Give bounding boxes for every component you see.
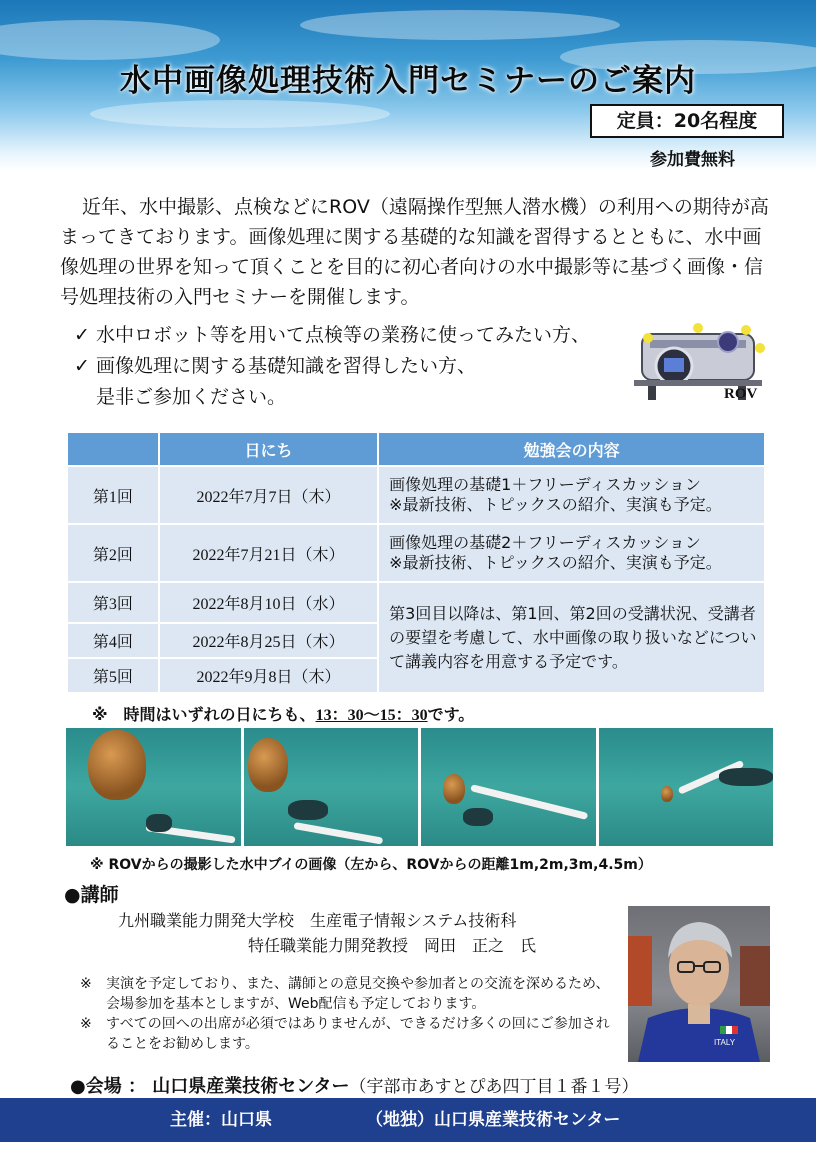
asterisk-mark: ※	[80, 1016, 92, 1032]
note-text: 実演を予定しており、また、講師との意見交換や参加者との交流を深めるため、会場参加を基本としますが、Web配信も予定しております。	[106, 976, 610, 1012]
session-date: 2022年7月7日（木）	[160, 467, 377, 523]
buoy-photo-2m	[244, 728, 419, 846]
intro-paragraph	[60, 192, 780, 312]
organizer-footer	[0, 1098, 816, 1142]
time-note-prefix: ※ 時間はいずれの日にちも、	[92, 705, 316, 724]
target-item	[74, 320, 590, 351]
lecturer-portrait-drawing	[628, 906, 770, 1062]
col-header-date: 日にち	[160, 433, 377, 465]
rov-label: ROV	[724, 386, 758, 402]
table-header-row	[68, 433, 764, 465]
diver	[146, 814, 172, 832]
fee-note: 参加費無料	[650, 150, 735, 170]
session-content	[379, 525, 764, 581]
check-icon: ✓	[74, 324, 90, 346]
content-main: 画像処理の基礎1＋フリーディスカッション	[389, 475, 701, 494]
session-num: 第4回	[68, 624, 158, 657]
content-main: 画像処理の基礎2＋フリーディスカッション	[389, 533, 701, 552]
session-content	[379, 467, 764, 523]
session-date: 2022年7月21日（木）	[160, 525, 377, 581]
organizer: 主催：山口県	[170, 1110, 272, 1130]
lecturer-heading: ●講師	[64, 884, 119, 906]
venue	[70, 1072, 639, 1098]
content-sub: ※最新技術、トピックスの紹介、実演も予定。	[389, 495, 722, 514]
diver	[719, 768, 773, 786]
schedule-table	[66, 431, 766, 694]
lecturer-affiliation: 九州職業能力開発大学校 生産電子情報システム技術科	[118, 911, 517, 930]
target-closing: 是非ご参加ください。	[96, 386, 287, 408]
lecturer-info	[118, 908, 536, 958]
session-num: 第5回	[68, 659, 158, 692]
diver	[288, 800, 328, 820]
buoy-photo-3m	[421, 728, 596, 846]
buoy-photo-strip	[66, 728, 773, 846]
buoy	[443, 774, 465, 804]
venue-address: （宇部市あすとぴあ四丁目１番１号）	[349, 1077, 639, 1097]
rov-pipe	[293, 822, 383, 845]
asterisk-mark: ※	[80, 976, 92, 992]
session-date: 2022年9月8日（木）	[160, 659, 377, 692]
buoy	[88, 730, 146, 800]
session-num: 第1回	[68, 467, 158, 523]
target-text: 水中ロボット等を用いて点検等の業務に使ってみたい方、	[96, 324, 591, 346]
buoy-photo-4.5m	[599, 728, 774, 846]
check-icon: ✓	[74, 355, 90, 377]
capacity-box: 定員：20名程度	[590, 104, 784, 138]
photo-caption: ※ ROVからの撮影した水中ブイの画像（左から、ROVからの距離1m,2m,3m,4.5m）	[90, 857, 652, 873]
shirt-text: ITALY	[714, 1038, 736, 1047]
wave-highlight	[300, 10, 620, 40]
page-title: 水中画像処理技術入門セミナーのご案内	[120, 63, 696, 99]
buoy-photo-1m	[66, 728, 241, 846]
merged-content: 第3回目以降は、第1回、第2回の受講状況、受講者の要望を考慮して、水中画像の取り扱いなどについて講義内容を用意する予定です。	[379, 583, 764, 692]
target-list	[74, 320, 590, 413]
col-header-content: 勉強会の内容	[379, 433, 764, 465]
wave-highlight	[90, 100, 390, 128]
time-note-time: 13：30〜15：30	[315, 707, 428, 724]
session-num: 第3回	[68, 583, 158, 622]
lecturer-name: 特任職業能力開発教授 岡田 正之 氏	[248, 936, 537, 955]
table-row	[68, 583, 764, 622]
target-text: 画像処理に関する基礎知識を習得したい方、	[96, 355, 477, 377]
note-text: すべての回への出席が必須ではありませんが、できるだけ多くの回にご参加されることをお勧めします。	[106, 1016, 610, 1052]
co-organizer: （地独）山口県産業技術センター	[366, 1110, 621, 1130]
session-date: 2022年8月25日（木）	[160, 624, 377, 657]
note-item	[80, 1014, 610, 1054]
content-sub: ※最新技術、トピックスの紹介、実演も予定。	[389, 553, 722, 572]
col-header-num	[68, 433, 158, 465]
diver	[463, 808, 493, 826]
time-note-suffix: です。	[427, 705, 475, 724]
table-row	[68, 525, 764, 581]
wave-highlight	[0, 20, 220, 60]
target-item	[74, 351, 590, 382]
intro-text: 近年、水中撮影、点検などにROV（遠隔操作型無人潜水機）の利用への期待が高まってきております。画像処理に関する基礎的な知識を習得するとともに、水中画像処理の世界を知って頂くことを目的に初心者向けの水中撮影等に基づく画像・信号処理技術の入門セミナーを開催します。	[60, 196, 769, 308]
note-item	[80, 974, 610, 1014]
table-row	[68, 467, 764, 523]
notes-list	[80, 974, 610, 1054]
session-date: 2022年8月10日（水）	[160, 583, 377, 622]
buoy	[248, 738, 288, 792]
venue-label: ●会場 ： 山口県産業技術センター	[70, 1076, 350, 1097]
buoy	[661, 786, 673, 802]
session-num: 第2回	[68, 525, 158, 581]
lecturer-photo	[628, 906, 770, 1062]
time-note	[92, 702, 474, 725]
